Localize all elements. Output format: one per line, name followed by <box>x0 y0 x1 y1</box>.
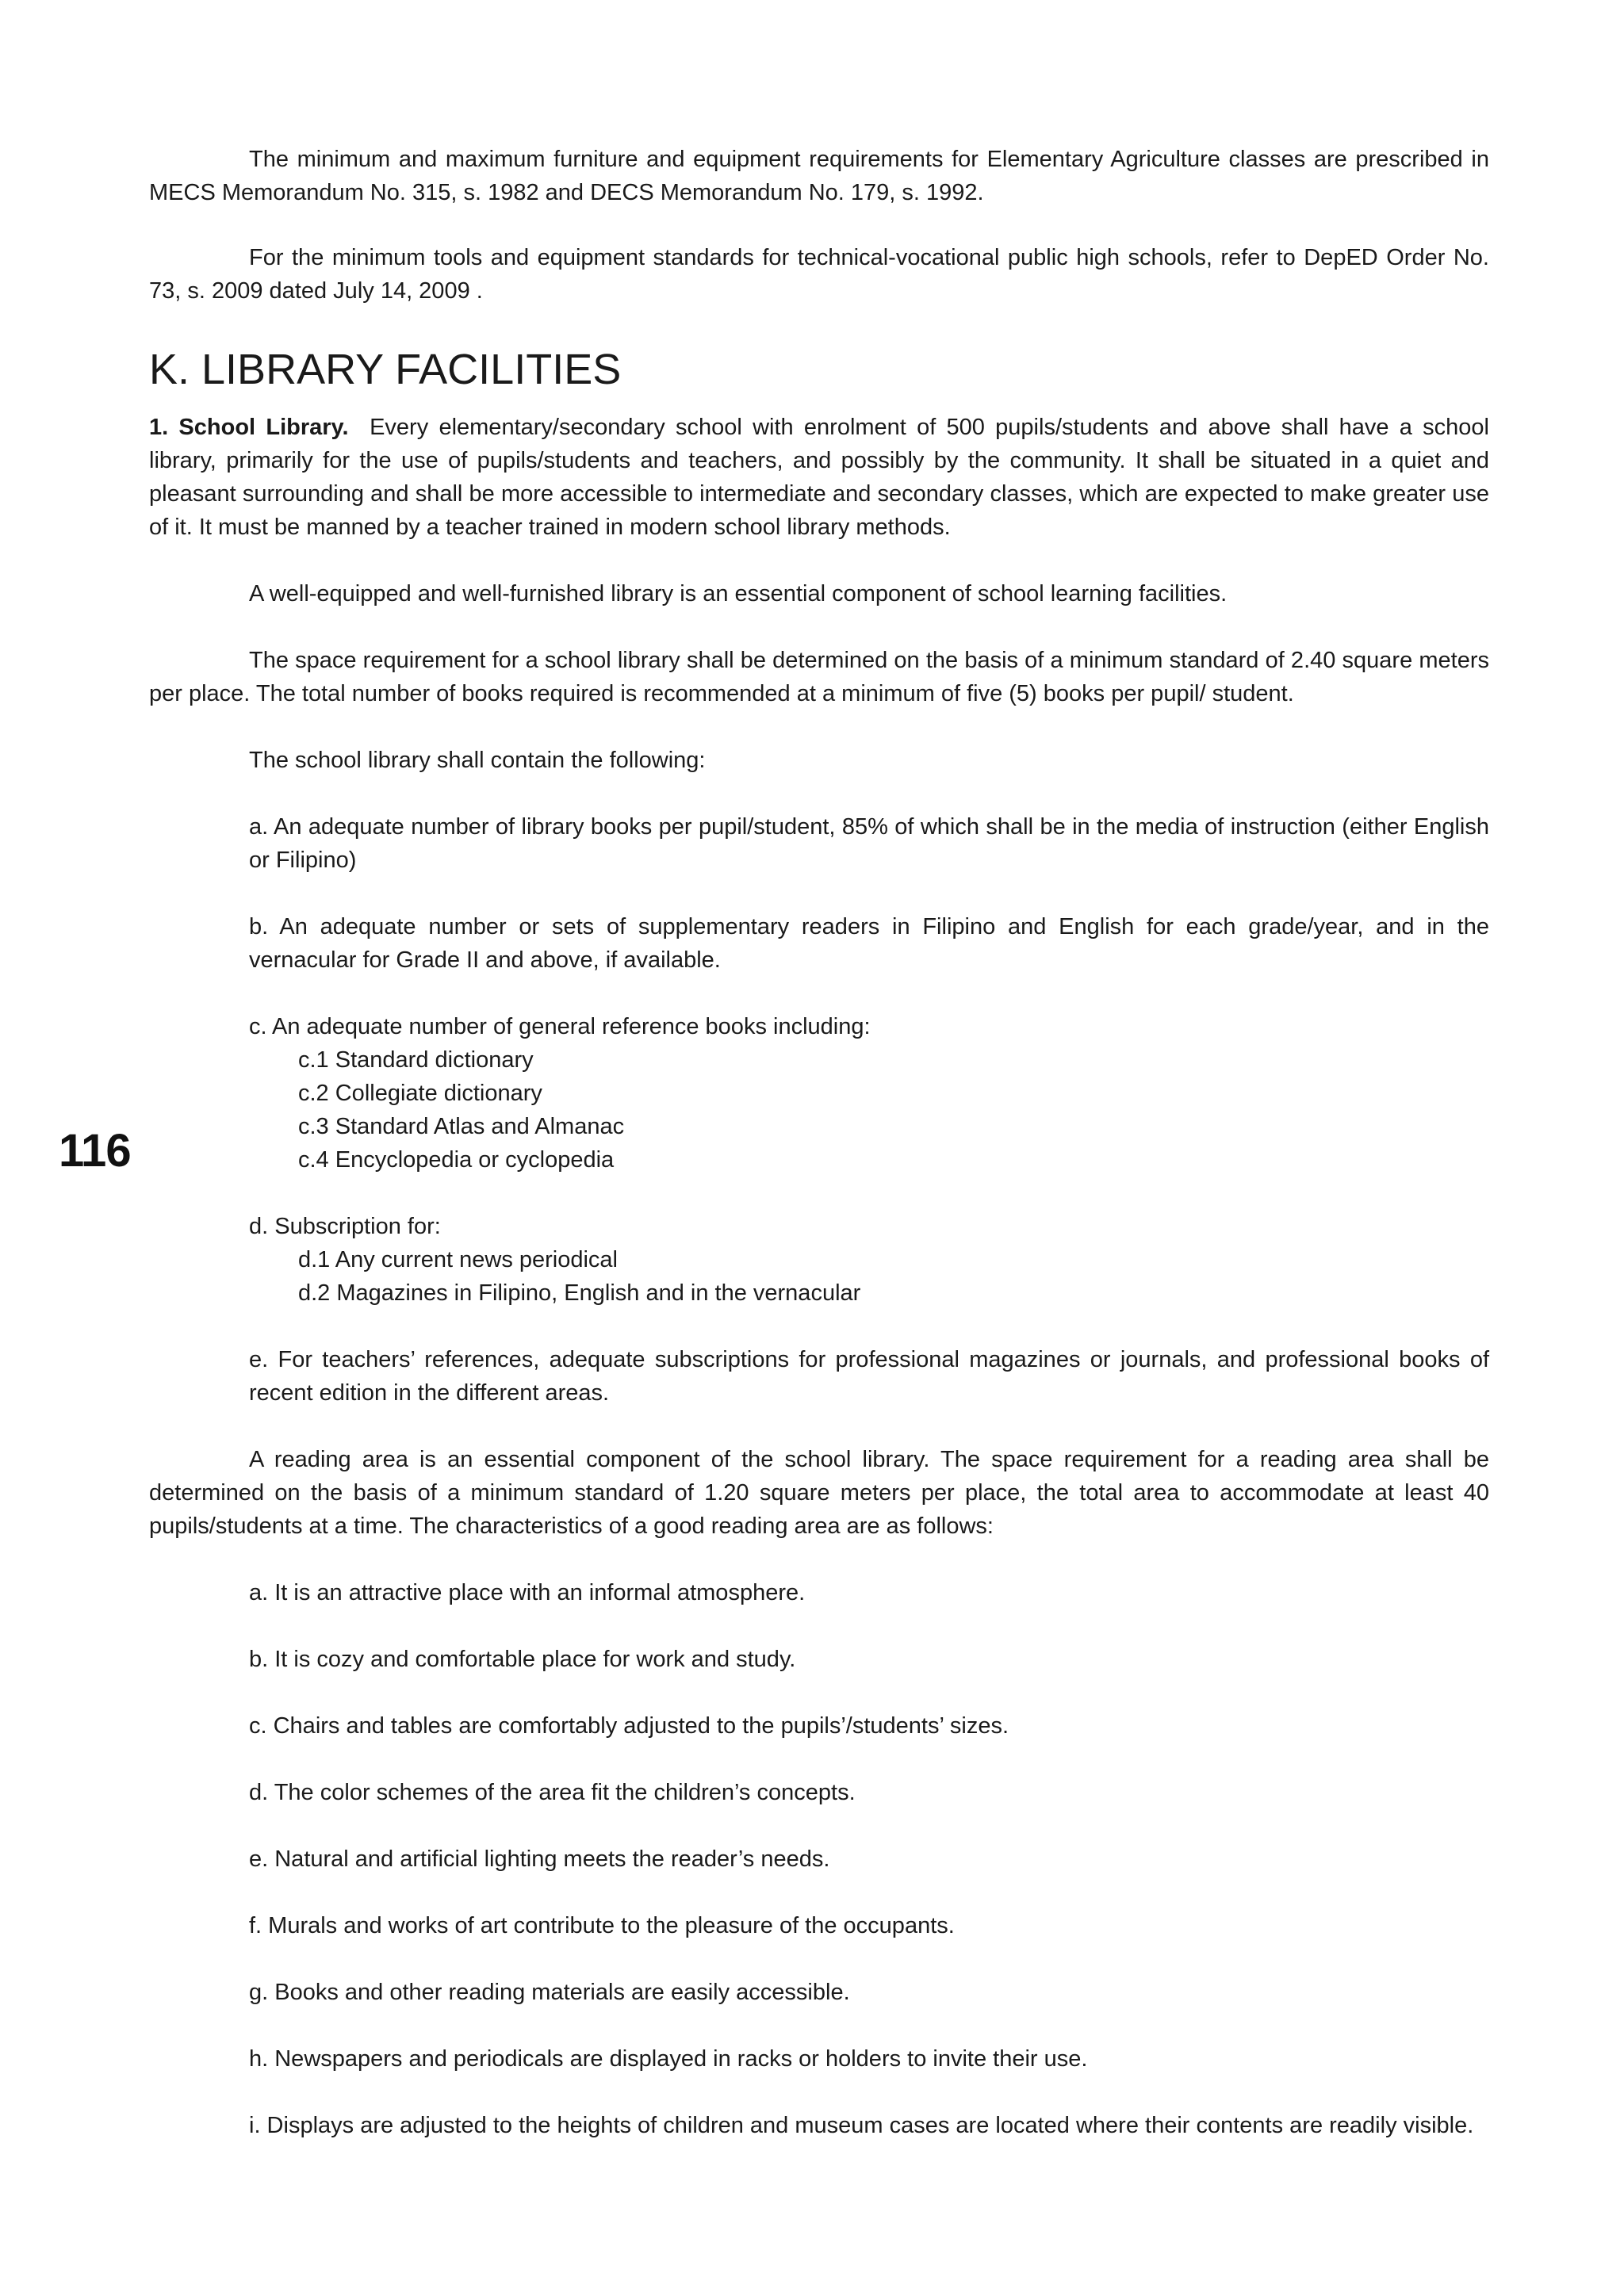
list-subitem-d1: d.1 Any current news periodical <box>298 1247 618 1272</box>
school-library-text: Every elementary/secondary school with enrolment of 500 pupils/students and above shall have a school library, primarily for the use of pupils/students and teachers, and possibly by the community. It shall be situated in a quiet and pleasant surrounding and shall be more accessible to intermediate and secondary classes, which are expected to make greater use of it. It must be manned by a teacher trained in modern school library methods. <box>149 415 1489 540</box>
school-library-paragraph <box>149 411 1489 544</box>
list-subitem-c1: c.1 Standard dictionary <box>298 1047 534 1073</box>
reading-item-g: g. Books and other reading materials are easily accessible. <box>249 1980 850 2005</box>
space-requirement-paragraph: The space requirement for a school library shall be determined on the basis of a minimum standard of 2.40 square meters per place. The total number of books required is recommended at a minimum of five (5) books per pupil/ student. <box>149 648 1489 706</box>
list-subitem-c4: c.4 Encyclopedia or cyclopedia <box>298 1147 615 1173</box>
contain-paragraph: The school library shall contain the following: <box>249 748 706 773</box>
list-item-c: c. An adequate number of general reference books including: <box>249 1014 871 1039</box>
list-item-a: a. An adequate number of library books per pupil/student, 85% of which shall be in the media of instruction (either English or Filipino) <box>249 814 1489 873</box>
reading-item-e: e. Natural and artificial lighting meets the reader’s needs. <box>249 1846 830 1872</box>
list-subitem-d2: d.2 Magazines in Filipino, English and in the vernacular <box>298 1280 861 1306</box>
reading-item-d: d. The color schemes of the area fit the children’s concepts. <box>249 1780 856 1805</box>
list-item-b: b. An adequate number or sets of supplementary readers in Filipino and English for each grade/year, and in the vernacular for Grade II and above, if available. <box>249 914 1489 973</box>
list-item-e: e. For teachers’ references, adequate subscriptions for professional magazines or journals, and professional books of recent edition in the different areas. <box>249 1347 1489 1406</box>
list-subitem-c3: c.3 Standard Atlas and Almanac <box>298 1114 625 1139</box>
reading-area-paragraph: A reading area is an essential component of the school library. The space requirement for a reading area shall be determined on the basis of a minimum standard of 1.20 square meters per place, the total area to accommodate at least 40 pupils/students at a time. The characteristics of a good reading area are as follows: <box>149 1447 1489 1539</box>
intro-paragraph-2: For the minimum tools and equipment standards for technical-vocational public high schools, refer to DepED Order No. 73, s. 2009 dated July 14, 2009 . <box>149 245 1489 304</box>
reading-item-c: c. Chairs and tables are comfortably adjusted to the pupils’/students’ sizes. <box>249 1713 1009 1739</box>
intro-paragraph-1: The minimum and maximum furniture and equipment requirements for Elementary Agriculture classes are prescribed in MECS Memorandum No. 315, s. 1982 and DECS Memorandum No. 179, s. 1992. <box>149 147 1489 205</box>
reading-item-f: f. Murals and works of art contribute to the pleasure of the occupants. <box>249 1913 955 1938</box>
reading-item-b: b. It is cozy and comfortable place for work and study. <box>249 1647 796 1672</box>
section-heading: K. LIBRARY FACILITIES <box>149 346 622 393</box>
page-number: 116 <box>59 1125 131 1177</box>
well-equipped-paragraph: A well-equipped and well-furnished library is an essential component of school learning facilities. <box>249 581 1228 607</box>
list-subitem-c2: c.2 Collegiate dictionary <box>298 1081 542 1106</box>
school-library-label: 1. School Library. <box>149 415 349 440</box>
reading-item-h: h. Newspapers and periodicals are displayed in racks or holders to invite their use. <box>249 2046 1088 2072</box>
reading-item-a: a. It is an attractive place with an informal atmosphere. <box>249 1580 806 1605</box>
list-item-d: d. Subscription for: <box>249 1214 441 1239</box>
reading-item-i: i. Displays are adjusted to the heights of children and museum cases are located where their contents are readily visible. <box>249 2113 1474 2138</box>
document-body <box>149 143 1489 2142</box>
